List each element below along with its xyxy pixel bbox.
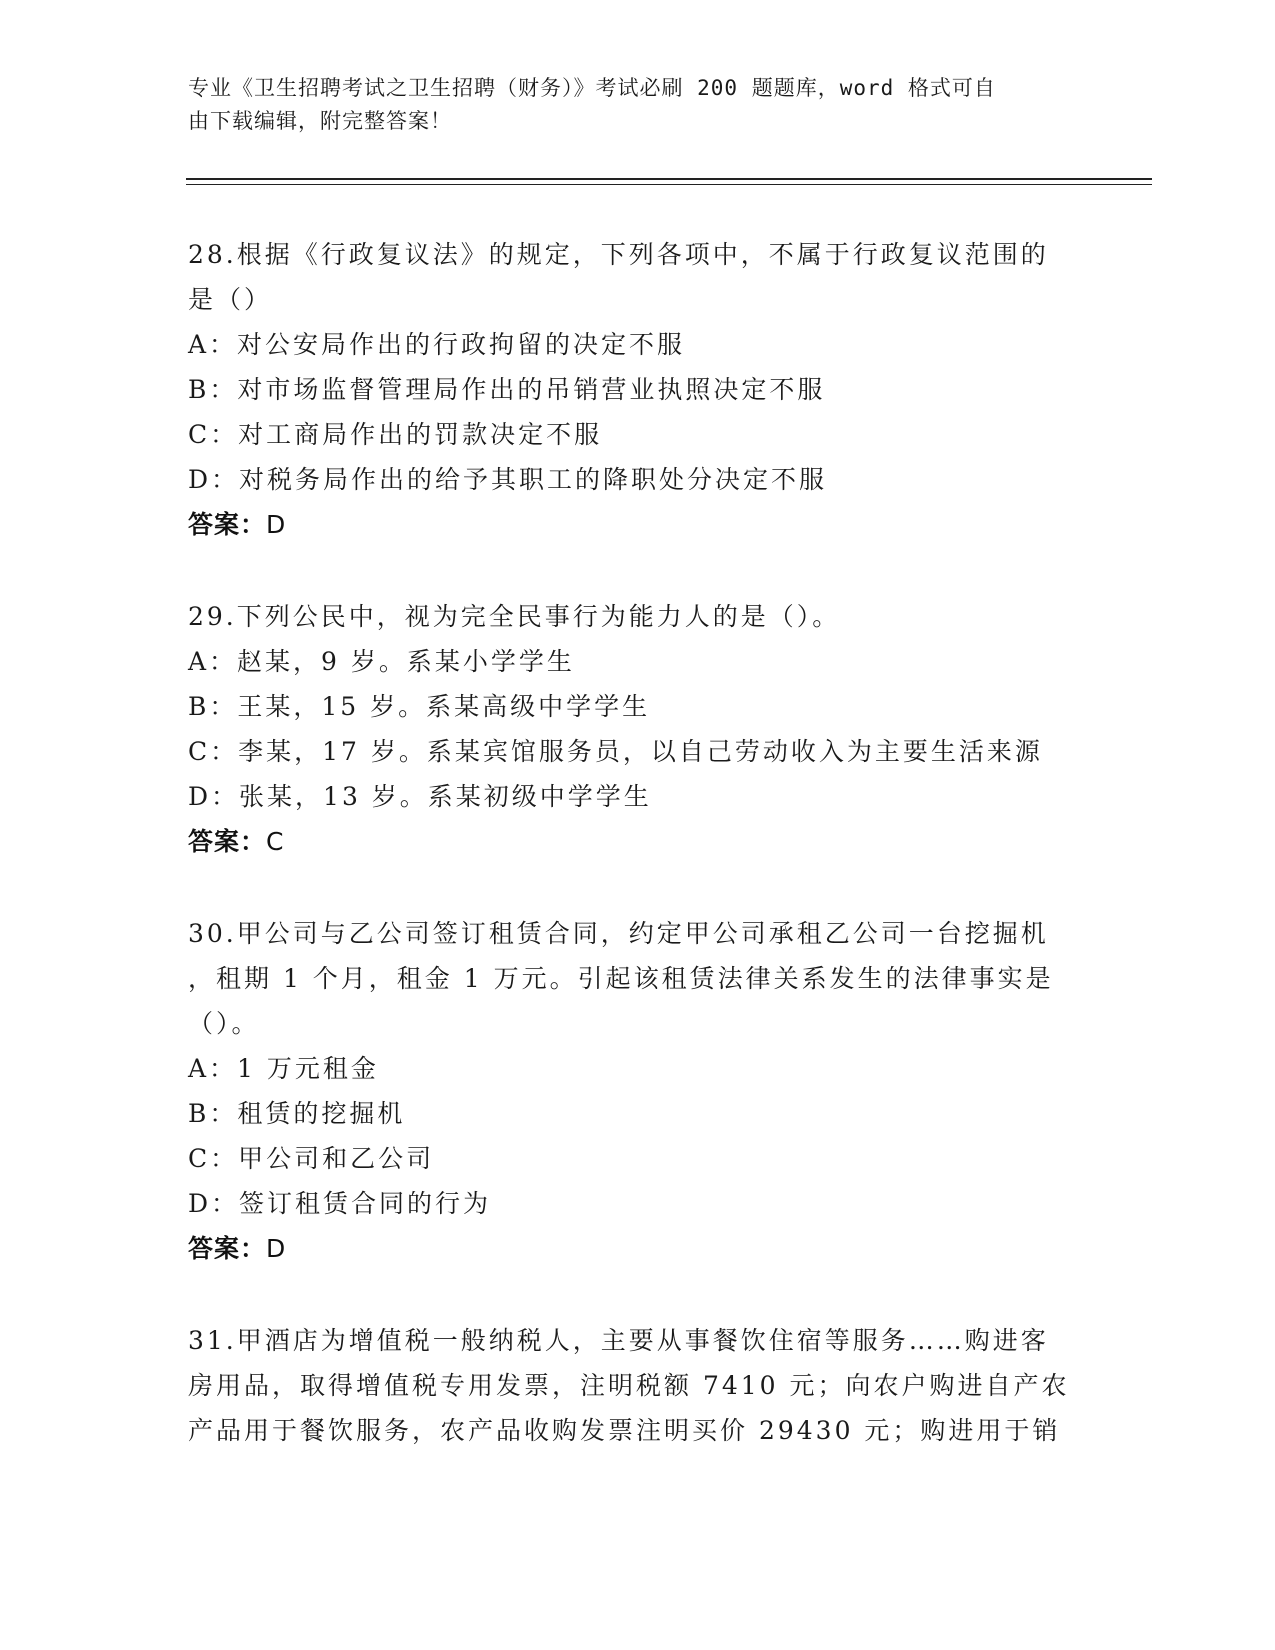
answer-option: A：赵某，9 岁。系某小学学生 (188, 647, 575, 676)
question-list (188, 232, 1078, 1499)
header-line-2: 由下载编辑，附完整答案！ (188, 109, 452, 133)
answer-option: A：对公安局作出的行政拘留的决定不服 (188, 330, 686, 359)
answer-option: B：对市场监督管理局作出的吊销营业执照决定不服 (188, 375, 826, 404)
answer-key-value: C (266, 827, 285, 856)
header-line-1: 专业《卫生招聘考试之卫生招聘（财务）》考试必刷 200 题题库，word 格式可自 (188, 76, 996, 100)
answer-option: D：张某，13 岁。系某初级中学学生 (188, 782, 652, 811)
answer-option: D：对税务局作出的给予其职工的降职处分决定不服 (188, 465, 828, 494)
answer-key-label: 答案： (188, 510, 267, 539)
answer-option: B：租赁的挖掘机 (188, 1099, 406, 1128)
answer-option: B：王某，15 岁。系某高级中学学生 (188, 692, 651, 721)
answer-key-value: D (266, 1234, 287, 1263)
question-stem-line: ，租期 1 个月，租金 1 万元。引起该租赁法律关系发生的法律事实是 (188, 964, 1054, 993)
question-block (188, 594, 1078, 865)
question-stem-line: 31.甲酒店为增值税一般纳税人，主要从事餐饮住宿等服务……购进客 (188, 1326, 1049, 1355)
answer-key-label: 答案： (188, 1234, 267, 1263)
answer-option: A：1 万元租金 (188, 1054, 379, 1083)
answer-key (188, 502, 1078, 548)
answer-option: D：签订租赁合同的行为 (188, 1189, 492, 1218)
document-header (188, 72, 1068, 138)
question-stem-line: 房用品，取得增值税专用发票，注明税额 7410 元；向农户购进自产农 (188, 1371, 1070, 1400)
question-stem-line: 30.甲公司与乙公司签订租赁合同，约定甲公司承租乙公司一台挖掘机 (188, 919, 1049, 948)
answer-option: C：李某，17 岁。系某宾馆服务员，以自己劳动收入为主要生活来源 (188, 737, 1043, 766)
answer-key (188, 1226, 1078, 1272)
question-stem-line: 产品用于餐饮服务，农产品收购发票注明买价 29430 元；购进用于销 (188, 1416, 1061, 1445)
question-block (188, 1318, 1078, 1453)
question-stem-line: 29.下列公民中，视为完全民事行为能力人的是（）。 (188, 602, 841, 631)
answer-option: C：甲公司和乙公司 (188, 1144, 435, 1173)
question-stem-line: 28.根据《行政复议法》的规定，下列各项中，不属于行政复议范围的 (188, 240, 1049, 269)
answer-option: C：对工商局作出的罚款决定不服 (188, 420, 603, 449)
question-block (188, 911, 1078, 1272)
question-stem-line: 是（） (188, 285, 273, 314)
question-block (188, 232, 1078, 548)
header-divider-thin (186, 184, 1152, 185)
answer-key-value: D (266, 510, 287, 539)
question-stem-line: （）。 (188, 1009, 260, 1038)
header-divider-thick (186, 178, 1152, 180)
answer-key-label: 答案： (188, 827, 267, 856)
answer-key (188, 819, 1078, 865)
